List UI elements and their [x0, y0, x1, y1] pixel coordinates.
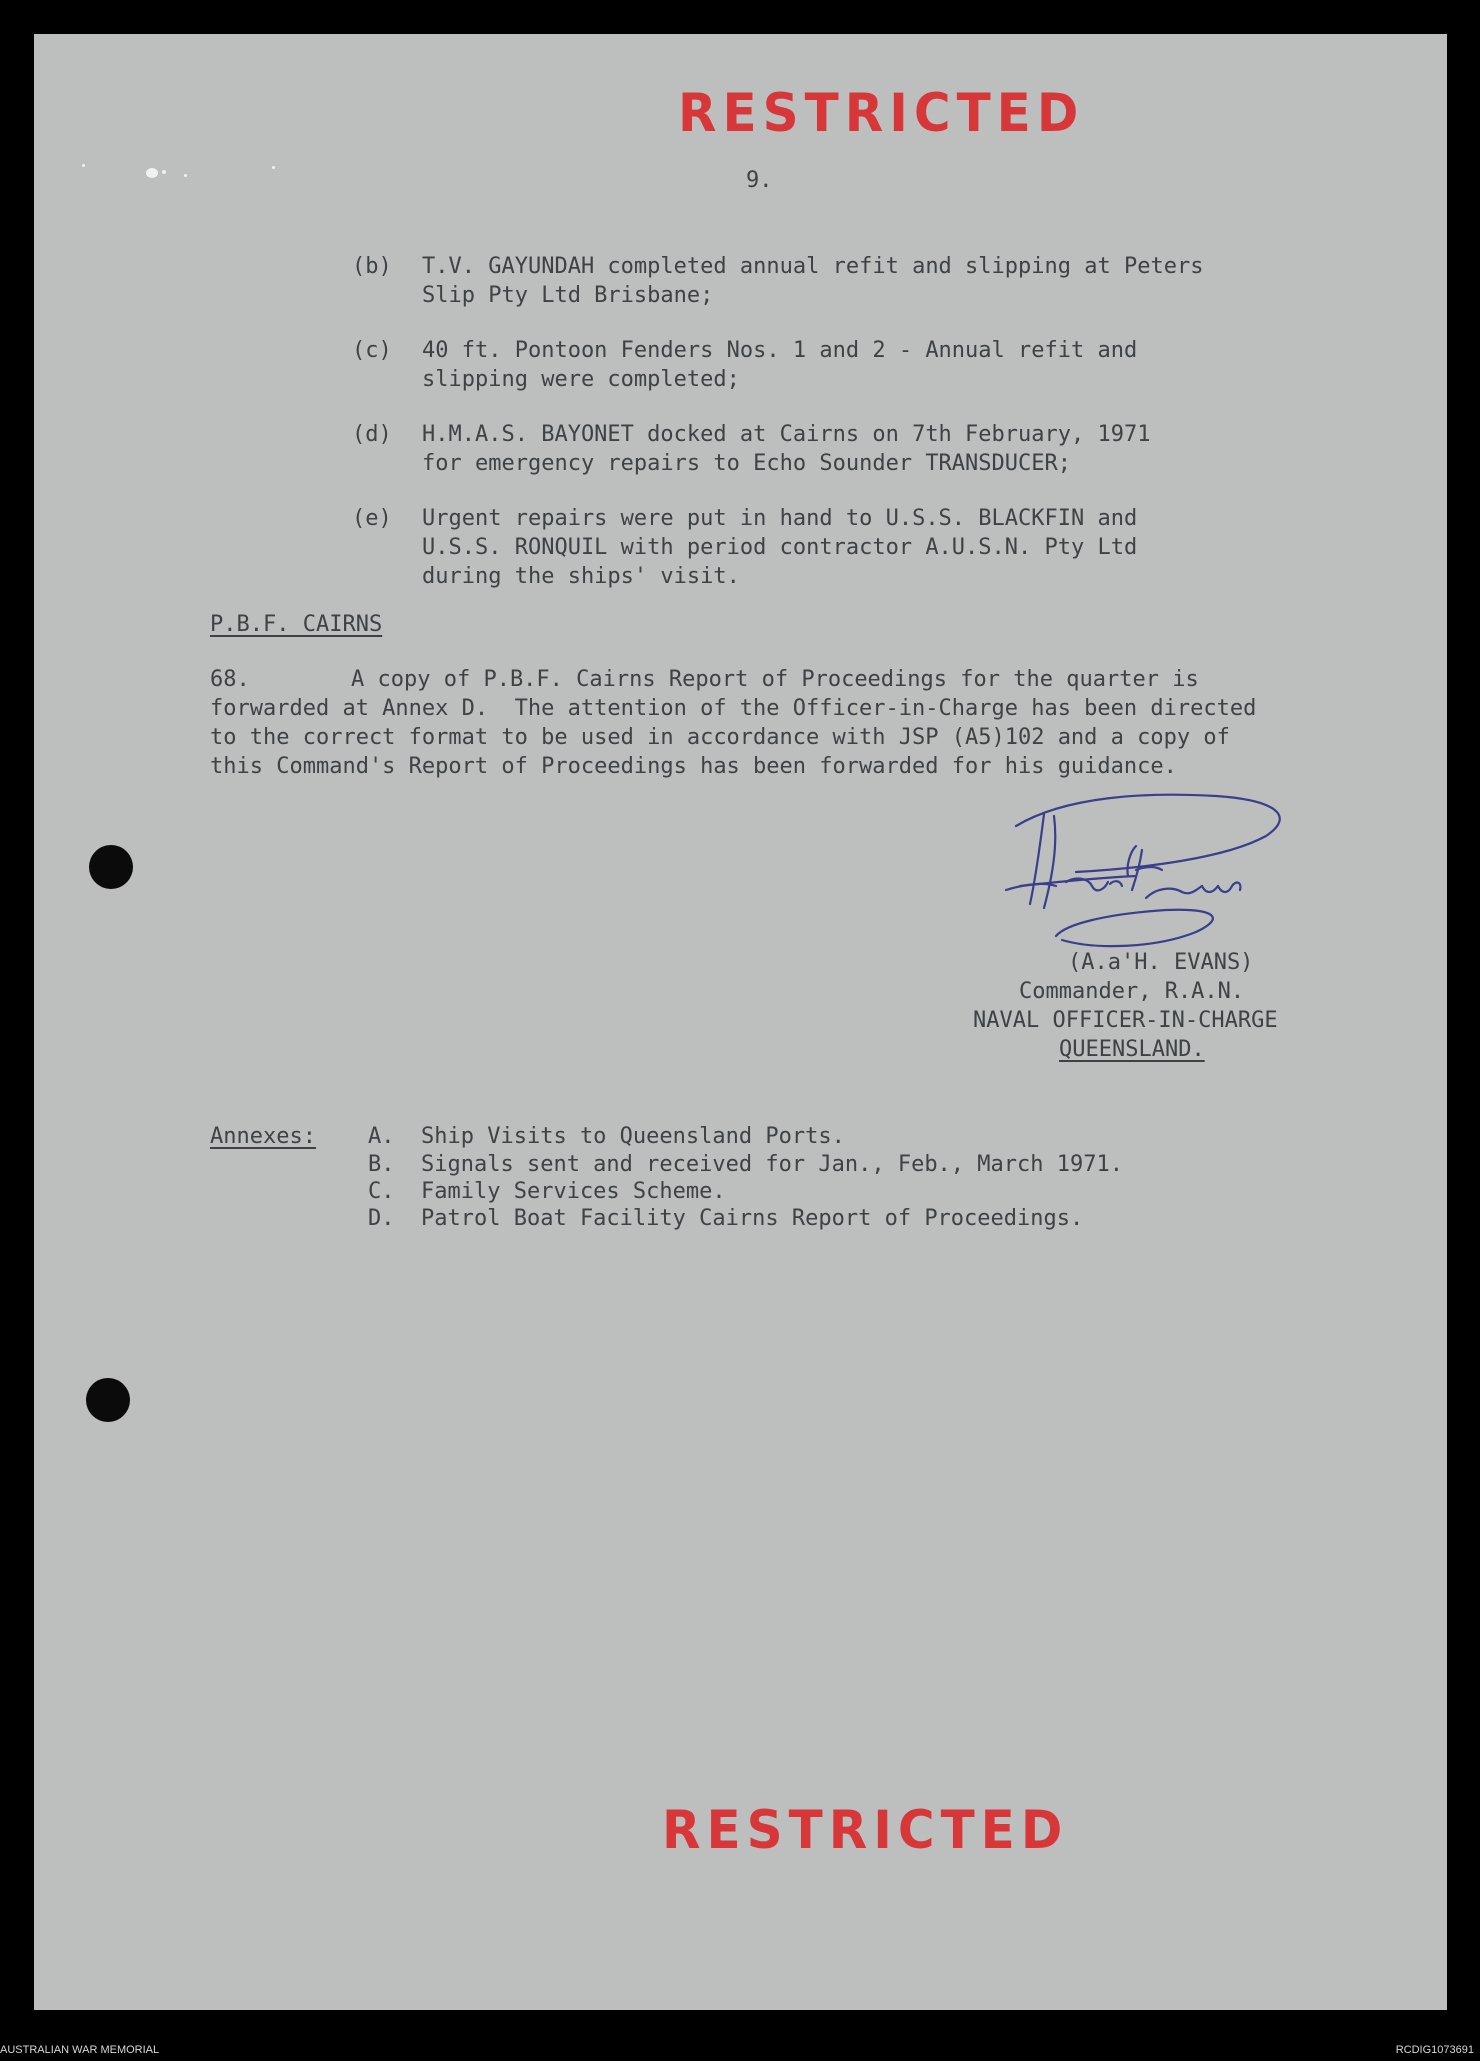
page-number: 9.	[746, 168, 773, 193]
item-line: U.S.S. RONQUIL with period contractor A.U.S.N. Pty Ltd	[422, 535, 1138, 560]
item-label: (d)	[352, 422, 392, 447]
restricted-stamp-bottom: RESTRICTED	[662, 1799, 1069, 1861]
annex-letter: A.	[368, 1124, 395, 1149]
handwritten-signature	[996, 786, 1316, 966]
paragraph-line: this Command's Report of Proceedings has been forwarded for his guidance.	[210, 754, 1177, 779]
item-label: (b)	[352, 254, 392, 279]
paper-speck	[272, 166, 275, 169]
paragraph-number: 68.	[210, 667, 250, 692]
paper-speck	[162, 170, 166, 174]
signatory-title: NAVAL OFFICER-IN-CHARGE	[973, 1008, 1278, 1033]
item-line: Urgent repairs were put in hand to U.S.S. BLACKFIN and	[422, 506, 1138, 531]
item-line: T.V. GAYUNDAH completed annual refit and slipping at Peters	[422, 254, 1204, 279]
item-line: during the ships' visit.	[422, 564, 740, 589]
section-heading: P.B.F. CAIRNS	[210, 612, 383, 637]
paragraph-line: forwarded at Annex D. The attention of the Officer-in-Charge has been directed	[210, 696, 1257, 721]
archive-credit: AUSTRALIAN WAR MEMORIAL	[0, 2044, 160, 2056]
archive-reference: RCDIG1073691	[1395, 2044, 1474, 2056]
item-line: for emergency repairs to Echo Sounder TRANSDUCER;	[422, 451, 1072, 476]
annex-text: Ship Visits to Queensland Ports.	[421, 1124, 845, 1149]
paper-speck	[184, 174, 187, 177]
restricted-stamp-top: RESTRICTED	[678, 82, 1085, 144]
paragraph-line: to the correct format to be used in accordance with JSP (A5)102 and a copy of	[210, 725, 1230, 750]
paper-speck	[146, 168, 158, 178]
item-label: (c)	[352, 338, 392, 363]
punch-hole	[89, 845, 133, 889]
item-label: (e)	[352, 506, 392, 531]
annex-letter: C.	[368, 1179, 395, 1204]
annex-text: Signals sent and received for Jan., Feb., March 1971.	[421, 1152, 1123, 1177]
document-page	[34, 34, 1447, 2010]
paragraph-line: A copy of P.B.F. Cairns Report of Proceedings for the quarter is	[351, 667, 1199, 692]
annex-letter: B.	[368, 1152, 395, 1177]
item-line: H.M.A.S. BAYONET docked at Cairns on 7th February, 1971	[422, 422, 1151, 447]
item-line: slipping were completed;	[422, 367, 740, 392]
annex-text: Patrol Boat Facility Cairns Report of Proceedings.	[421, 1206, 1084, 1231]
annex-letter: D.	[368, 1206, 395, 1231]
signatory-rank: Commander, R.A.N.	[1019, 979, 1245, 1004]
annex-text: Family Services Scheme.	[421, 1179, 726, 1204]
signatory-region: QUEENSLAND.	[1059, 1037, 1205, 1062]
item-line: Slip Pty Ltd Brisbane;	[422, 283, 714, 308]
item-line: 40 ft. Pontoon Fenders Nos. 1 and 2 - Annual refit and	[422, 338, 1138, 363]
paper-speck	[82, 164, 85, 167]
annexes-label: Annexes:	[210, 1124, 316, 1149]
signatory-name: (A.a'H. EVANS)	[1068, 950, 1254, 975]
punch-hole	[86, 1378, 130, 1422]
